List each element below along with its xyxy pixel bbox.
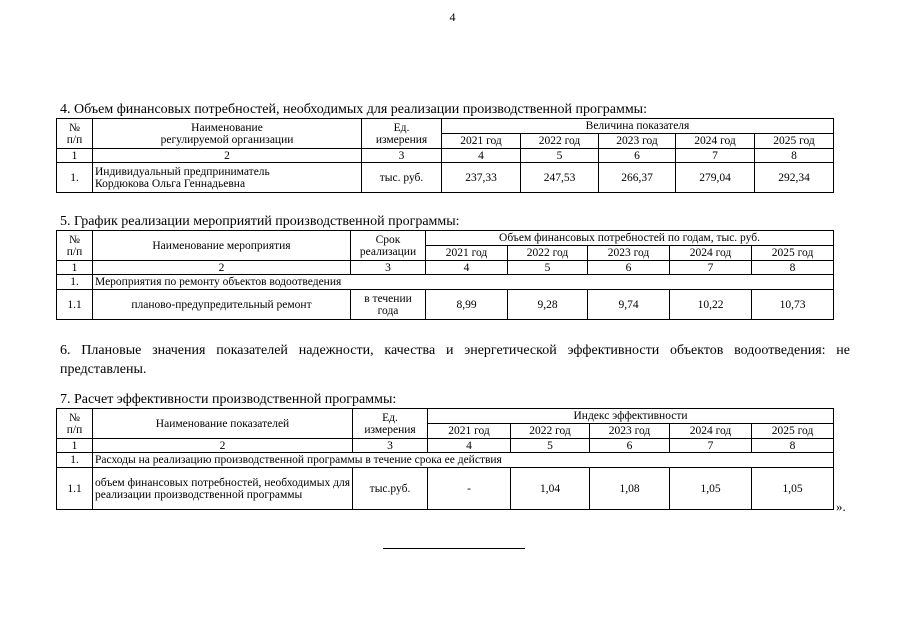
row-unit: тыс.руб. xyxy=(353,468,428,510)
closing-quote: ». xyxy=(836,499,846,514)
header-year: 2024 год xyxy=(676,134,755,149)
column-number: 3 xyxy=(353,439,428,453)
section-7-title: 7. Расчет эффективности производственной программы: xyxy=(60,392,397,407)
column-number: 4 xyxy=(426,261,508,275)
value-cell: 237,33 xyxy=(442,163,521,193)
column-number: 1 xyxy=(57,439,93,453)
header-indicators: Наименование показателей xyxy=(93,409,353,439)
column-number: 5 xyxy=(521,149,599,163)
column-number: 2 xyxy=(93,439,353,453)
header-year: 2025 год xyxy=(752,246,834,261)
column-number: 4 xyxy=(442,149,521,163)
value-cell: 10,22 xyxy=(670,290,752,320)
column-number: 3 xyxy=(351,261,426,275)
table-row xyxy=(57,468,834,510)
section-5-title: 5. График реализации мероприятий производственной программы: xyxy=(60,214,460,229)
header-unit: Ед. измерения xyxy=(353,409,428,439)
column-number: 3 xyxy=(362,149,442,163)
footer-divider xyxy=(383,548,525,549)
section-6-text: 6. Плановые значения показателей надежности, качества и энергетической эффективности объектов водоотведения: не представлены. xyxy=(60,343,850,377)
organization-name: Индивидуальный предприниматель Кордюкова Ольга Геннадьевна xyxy=(93,163,362,193)
header-indicator-value: Величина показателя xyxy=(442,119,834,134)
header-year: 2024 год xyxy=(670,246,752,261)
section-4-title: 4. Объем финансовых потребностей, необходимых для реализации производственной программы: xyxy=(60,102,647,117)
group-label: Расходы на реализацию производственной программы в течение срока ее действия xyxy=(93,453,834,468)
column-number: 8 xyxy=(752,439,834,453)
group-label: Мероприятия по ремонту объектов водоотведения xyxy=(93,275,834,290)
header-num: № п/п xyxy=(57,231,93,261)
header-year: 2021 год xyxy=(442,134,521,149)
header-year: 2024 год xyxy=(670,424,752,439)
header-term: Срок реализации xyxy=(351,231,426,261)
value-cell: 266,37 xyxy=(599,163,676,193)
column-number: 7 xyxy=(670,261,752,275)
row-num: 1.1 xyxy=(57,468,93,510)
value-cell: 1,04 xyxy=(511,468,590,510)
column-number: 6 xyxy=(590,439,670,453)
header-financial-volume: Объем финансовых потребностей по годам, тыс. руб. xyxy=(426,231,834,246)
header-year: 2023 год xyxy=(590,424,670,439)
column-number: 5 xyxy=(508,261,588,275)
row-num: 1.1 xyxy=(57,290,93,320)
value-cell: 9,74 xyxy=(588,290,670,320)
table-group-row xyxy=(57,275,834,290)
row-num: 1. xyxy=(57,163,93,193)
column-number: 2 xyxy=(93,261,351,275)
header-year: 2022 год xyxy=(521,134,599,149)
table-row xyxy=(57,290,834,320)
row-num: 1. xyxy=(57,453,93,468)
row-num: 1. xyxy=(57,275,93,290)
value-cell: 10,73 xyxy=(752,290,834,320)
header-num: № п/п xyxy=(57,409,93,439)
column-number: 5 xyxy=(511,439,590,453)
header-activity: Наименование мероприятия xyxy=(93,231,351,261)
financial-needs-table xyxy=(56,118,834,193)
value-cell: - xyxy=(428,468,511,510)
table-row xyxy=(57,163,834,193)
value-cell: 279,04 xyxy=(676,163,755,193)
activity-name: планово-предупредительный ремонт xyxy=(93,290,351,320)
header-year: 2022 год xyxy=(508,246,588,261)
header-year: 2021 год xyxy=(428,424,511,439)
table-group-row xyxy=(57,453,834,468)
value-cell: 1,08 xyxy=(590,468,670,510)
column-number: 8 xyxy=(755,149,834,163)
value-cell: 247,53 xyxy=(521,163,599,193)
header-unit: Ед. измерения xyxy=(362,119,442,149)
header-year: 2023 год xyxy=(588,246,670,261)
column-number: 8 xyxy=(752,261,834,275)
indicator-name: объем финансовых потребностей, необходимых для реализации производственной программы xyxy=(93,468,353,510)
page-number: 4 xyxy=(449,10,456,24)
column-number: 6 xyxy=(588,261,670,275)
header-organization: Наименование регулируемой организации xyxy=(93,119,362,149)
header-year: 2023 год xyxy=(599,134,676,149)
column-number: 6 xyxy=(599,149,676,163)
value-cell: 8,99 xyxy=(426,290,508,320)
header-year: 2025 год xyxy=(752,424,834,439)
column-number: 1 xyxy=(57,261,93,275)
value-cell: 1,05 xyxy=(670,468,752,510)
efficiency-table xyxy=(56,408,834,510)
schedule-table xyxy=(56,230,834,320)
value-cell: 9,28 xyxy=(508,290,588,320)
column-number: 7 xyxy=(670,439,752,453)
header-num: № п/п xyxy=(57,119,93,149)
header-year: 2021 год xyxy=(426,246,508,261)
value-cell: 1,05 xyxy=(752,468,834,510)
header-year: 2025 год xyxy=(755,134,834,149)
column-number: 2 xyxy=(93,149,362,163)
column-number: 7 xyxy=(676,149,755,163)
column-number: 1 xyxy=(57,149,93,163)
row-unit: тыс. руб. xyxy=(362,163,442,193)
header-year: 2022 год xyxy=(511,424,590,439)
header-efficiency-index: Индекс эффективности xyxy=(428,409,834,424)
row-term: в течении года xyxy=(351,290,426,320)
column-number: 4 xyxy=(428,439,511,453)
value-cell: 292,34 xyxy=(755,163,834,193)
